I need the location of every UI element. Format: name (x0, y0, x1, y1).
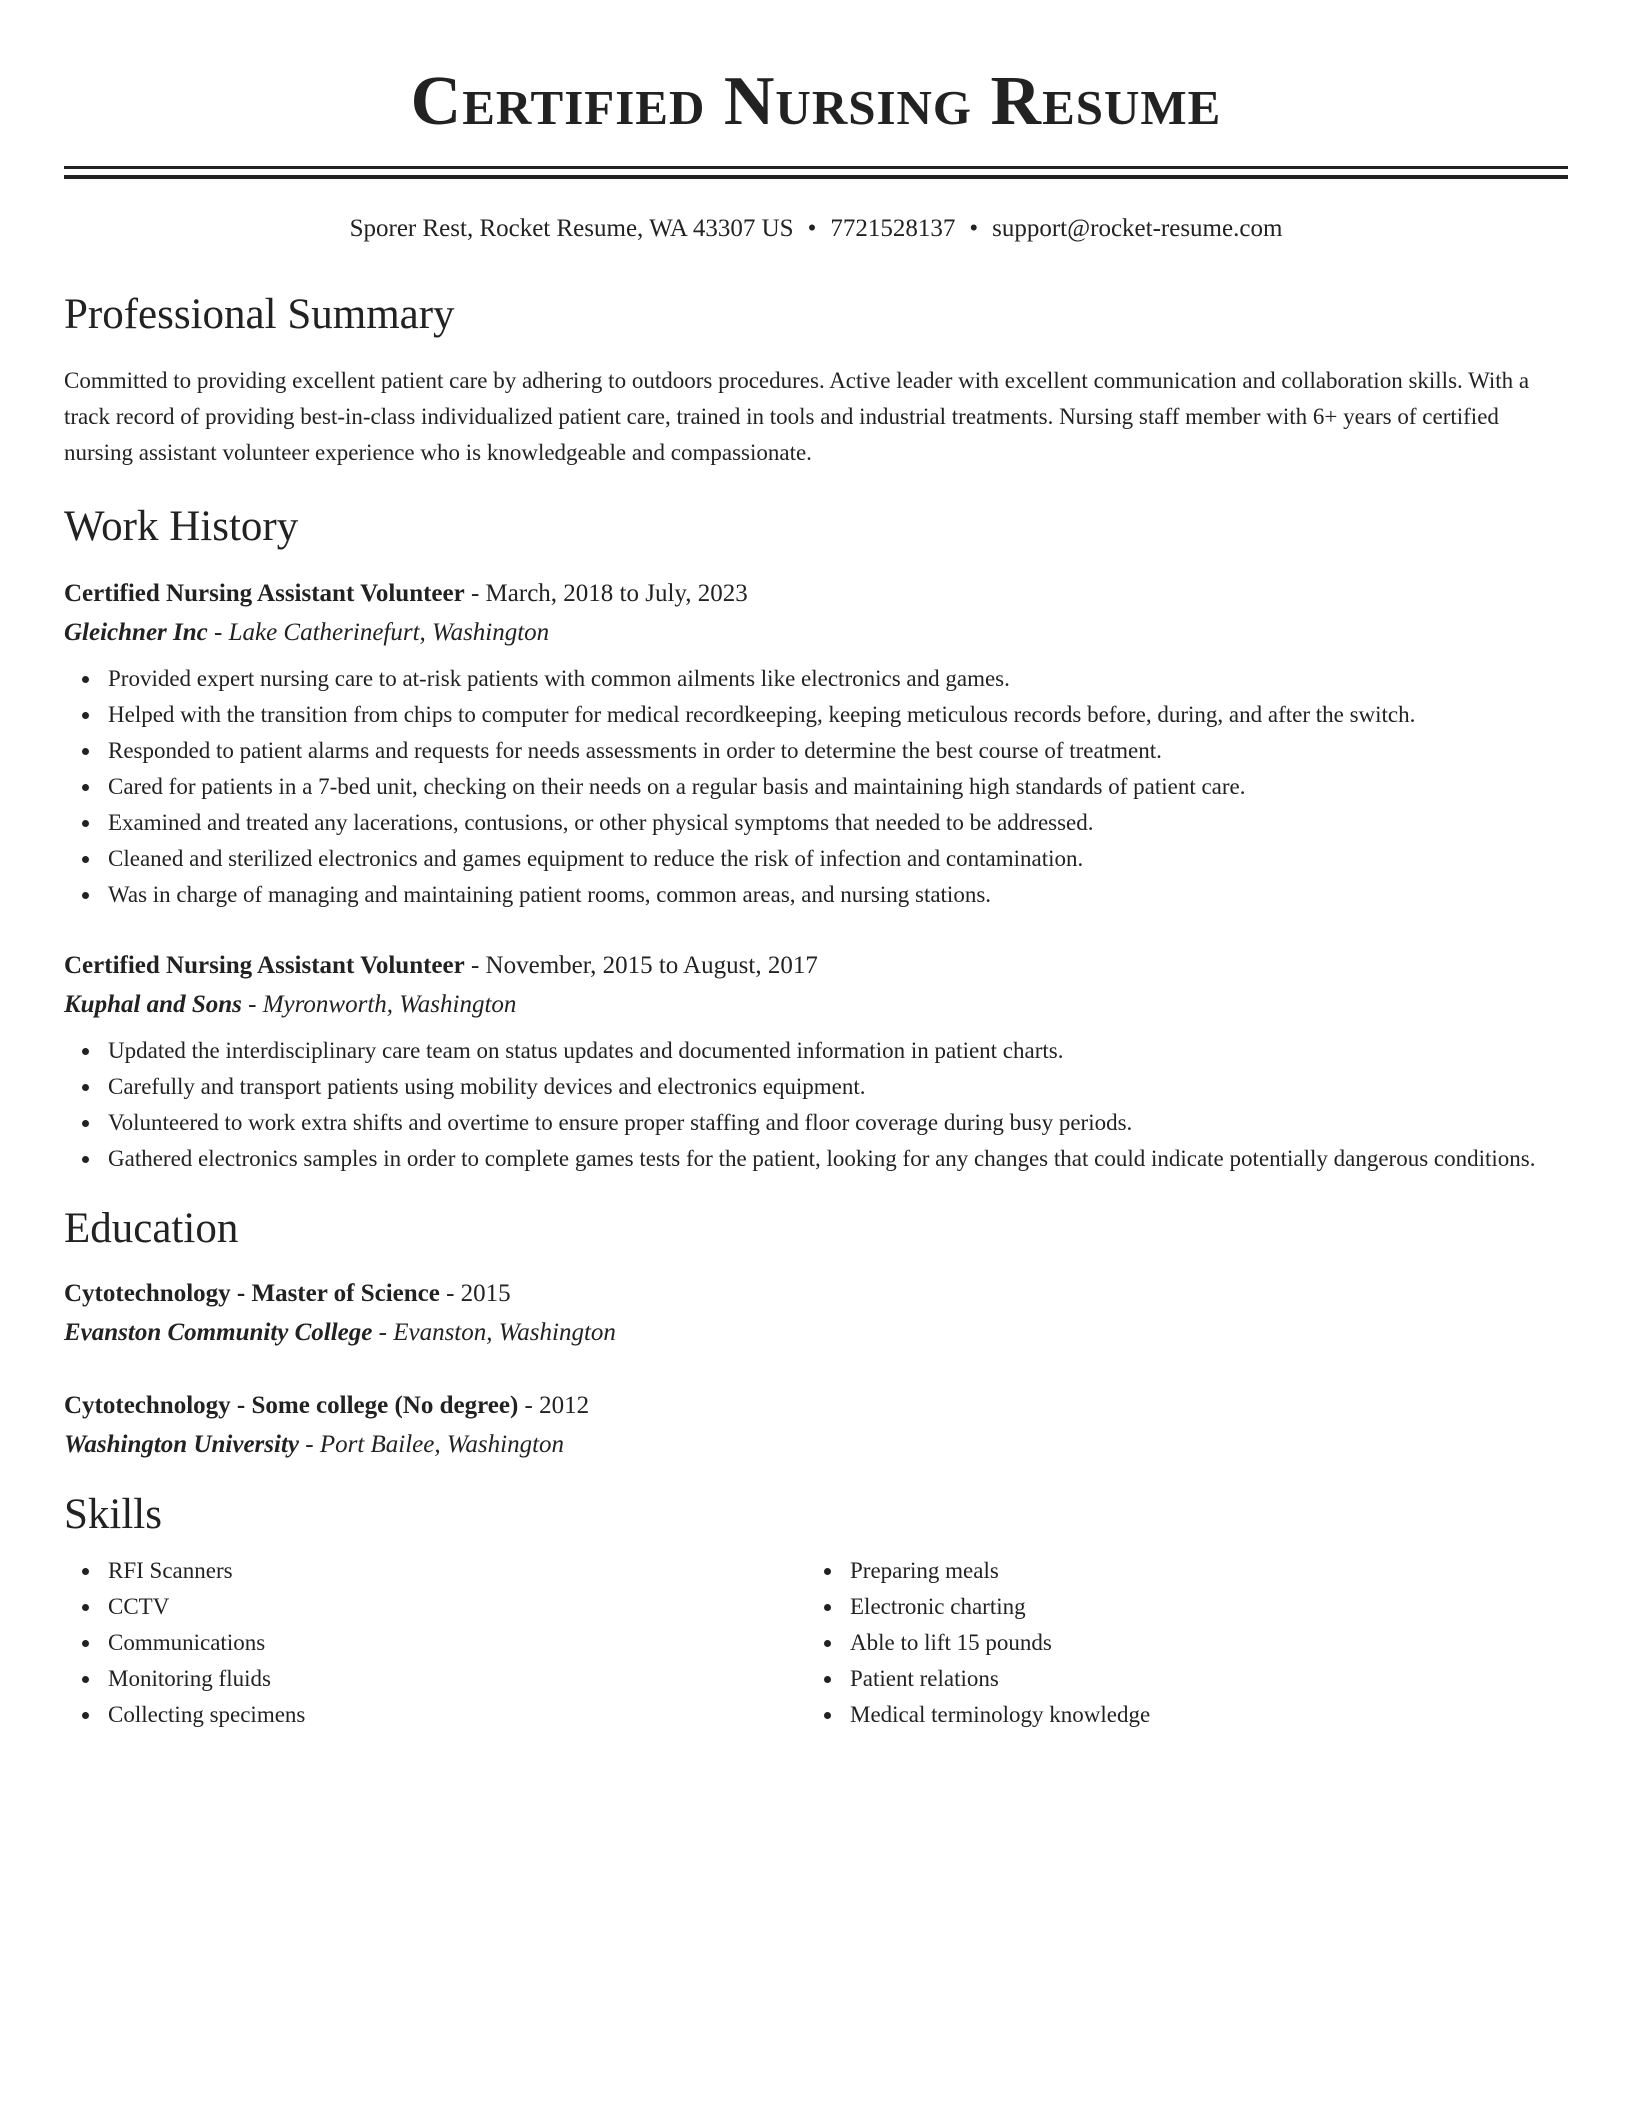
skill-item: Communications (108, 1625, 806, 1661)
job-bullet-list (64, 1033, 1568, 1177)
skills-column-right (806, 1553, 1548, 1733)
education-dash: - (439, 1280, 461, 1307)
job-company: Kuphal and Sons (64, 991, 242, 1018)
education-location: Port Bailee, Washington (319, 1431, 565, 1458)
education-header (64, 1275, 1568, 1313)
job-dash: - (464, 580, 486, 607)
summary-heading: Professional Summary (64, 291, 455, 338)
contact-separator: • (807, 215, 817, 242)
job-dash: - (464, 952, 486, 979)
job-bullet-list (64, 661, 1568, 913)
skills-heading: Skills (64, 1491, 162, 1538)
education-header (64, 1387, 1568, 1425)
skill-item: Preparing meals (850, 1553, 1548, 1589)
job-employer (64, 613, 1568, 653)
job-bullet: Cleaned and sterilized electronics and games equipment to reduce the risk of infection and contamination. (108, 841, 1568, 877)
job-dash: - (241, 991, 263, 1018)
contact-email[interactable]: support@rocket-resume.com (992, 215, 1283, 242)
skills-columns (64, 1553, 1568, 1733)
title-rule-top (64, 166, 1568, 169)
skills-list (64, 1553, 806, 1733)
job-bullet: Was in charge of managing and maintaining patient rooms, common areas, and nursing stations. (108, 877, 1568, 913)
contact-line (64, 213, 1568, 245)
job-company: Gleichner Inc (64, 619, 208, 646)
job-bullet: Gathered electronics samples in order to complete games tests for the patient, looking for any changes that could indicate potentially dangerous conditions. (108, 1141, 1568, 1177)
skills-list (806, 1553, 1548, 1733)
skill-item: CCTV (108, 1589, 806, 1625)
job-location: Lake Catherinefurt, Washington (228, 619, 550, 646)
job-employer (64, 985, 1568, 1025)
job-bullet: Helped with the transition from chips to computer for medical recordkeeping, keeping meticulous records before, during, and after the switch. (108, 697, 1568, 733)
education-entry (64, 1387, 1568, 1465)
skill-item: Able to lift 15 pounds (850, 1625, 1548, 1661)
education-heading: Education (64, 1205, 239, 1252)
education-dash: - (518, 1392, 540, 1419)
education-entry (64, 1275, 1568, 1353)
job-bullet: Carefully and transport patients using mobility devices and electronics equipment. (108, 1069, 1568, 1105)
education-degree: Cytotechnology - Some college (No degree) (64, 1392, 519, 1419)
resume-title: Certified Nursing Resume (410, 63, 1222, 140)
title-rule-bottom (64, 175, 1568, 179)
job-dash: - (207, 619, 229, 646)
education-school: Washington University (64, 1431, 299, 1458)
summary-section (64, 289, 1568, 471)
contact-address: Sporer Rest, Rocket Resume, WA 43307 US (349, 215, 794, 242)
skill-item: Collecting specimens (108, 1697, 806, 1733)
skills-column-left (64, 1553, 806, 1733)
work-history-section (64, 501, 1568, 1177)
job-header (64, 947, 1568, 985)
contact-separator: • (969, 215, 979, 242)
work-history-heading: Work History (64, 503, 299, 550)
job-bullet: Responded to patient alarms and requests for needs assessments in order to determine the best course of treatment. (108, 733, 1568, 769)
job-entry (64, 947, 1568, 1177)
education-location: Evanston, Washington (393, 1319, 616, 1346)
skills-section (64, 1489, 1568, 1733)
contact-phone[interactable]: 7721528137 (830, 215, 956, 242)
job-location: Myronworth, Washington (262, 991, 517, 1018)
skill-item: Medical terminology knowledge (850, 1697, 1548, 1733)
education-dash: - (372, 1319, 394, 1346)
job-title: Certified Nursing Assistant Volunteer (64, 952, 465, 979)
job-header (64, 575, 1568, 613)
resume-page (64, 0, 1568, 1733)
job-title: Certified Nursing Assistant Volunteer (64, 580, 465, 607)
job-bullet: Updated the interdisciplinary care team on status updates and documented information in patient charts. (108, 1033, 1568, 1069)
job-bullet: Provided expert nursing care to at-risk patients with common ailments like electronics and games. (108, 661, 1568, 697)
education-school-line (64, 1425, 1568, 1465)
education-school-line (64, 1313, 1568, 1353)
education-school: Evanston Community College (64, 1319, 373, 1346)
job-entry (64, 575, 1568, 913)
education-section (64, 1203, 1568, 1465)
skill-item: RFI Scanners (108, 1553, 806, 1589)
job-dates: March, 2018 to July, 2023 (485, 580, 748, 607)
education-dash: - (299, 1431, 320, 1458)
summary-text: Committed to providing excellent patient care by adhering to outdoors procedures. Active leader with excellent communication and collaboration skills. With a track record of providing best-in-class individualized patient care, trained in tools and industrial treatments. Nursing staff member with 6+ years of certified nursing assistant volunteer experience who is knowledgeable and compassionate. (64, 368, 1530, 465)
job-bullet: Examined and treated any lacerations, contusions, or other physical symptoms that needed to be addressed. (108, 805, 1568, 841)
job-bullet: Cared for patients in a 7-bed unit, checking on their needs on a regular basis and maintaining high standards of patient care. (108, 769, 1568, 805)
job-bullet: Volunteered to work extra shifts and overtime to ensure proper staffing and floor coverage during busy periods. (108, 1105, 1568, 1141)
education-year: 2015 (460, 1280, 511, 1307)
job-dates: November, 2015 to August, 2017 (485, 952, 818, 979)
skill-item: Monitoring fluids (108, 1661, 806, 1697)
education-year: 2012 (539, 1392, 590, 1419)
skill-item: Electronic charting (850, 1589, 1548, 1625)
skill-item: Patient relations (850, 1661, 1548, 1697)
education-degree: Cytotechnology - Master of Science (64, 1280, 440, 1307)
